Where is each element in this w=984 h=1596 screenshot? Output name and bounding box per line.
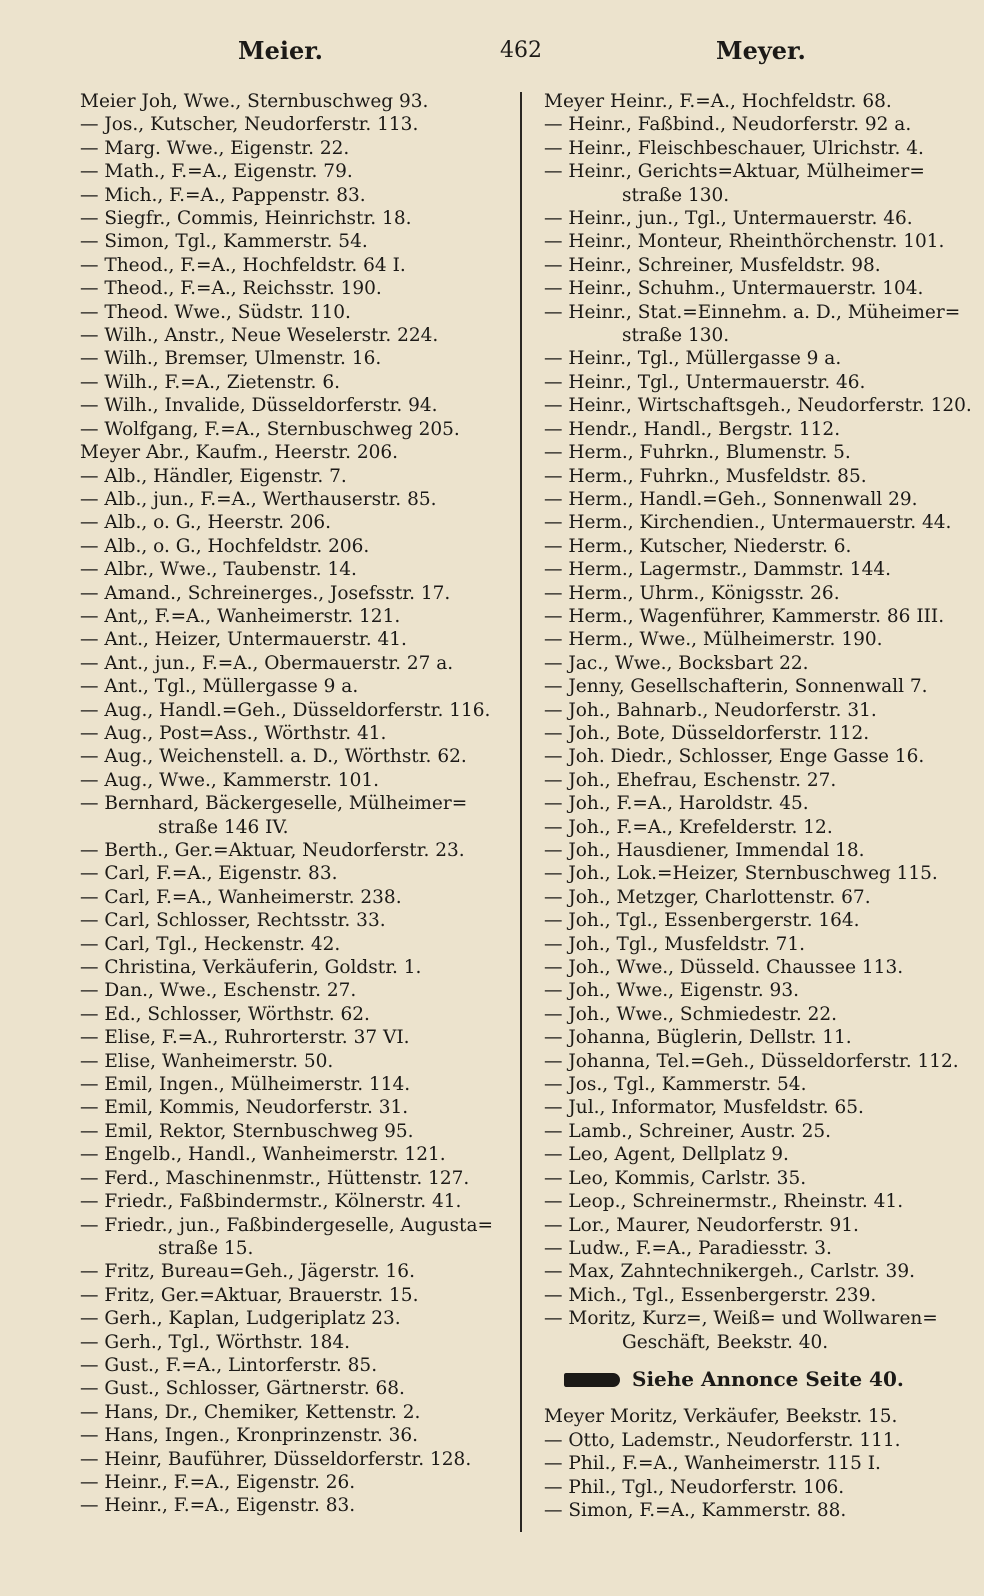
directory-entry: — Gust., Schlosser, Gärtnerstr. 68.: [80, 1378, 405, 1400]
directory-entry: — Herm., Lagermstr., Dammstr. 144.: [544, 559, 892, 581]
directory-entry: — Albr., Wwe., Taubenstr. 14.: [80, 559, 357, 581]
directory-entry: — Aug., Wwe., Kammerstr. 101.: [80, 769, 379, 791]
right-entries: [544, 90, 974, 1354]
directory-entry: — Berth., Ger.=Aktuar, Neudorferstr. 23.: [80, 840, 465, 861]
directory-entry: — Aug., Weichenstell. a. D., Wörthstr. 62.: [80, 746, 467, 768]
directory-entry: — Gerh., Kaplan, Ludgeriplatz 23.: [80, 1308, 401, 1330]
directory-entry: — Theod. Wwe., Südstr. 110.: [80, 301, 351, 323]
directory-entry: Meier Joh, Wwe., Sternbuschweg 93.: [80, 91, 429, 112]
directory-entry: — Ant,, F.=A., Wanheimerstr. 121.: [80, 605, 401, 627]
directory-entry: — Siegfr., Commis, Heinrichstr. 18.: [80, 208, 412, 230]
directory-entry: — Gerh., Tgl., Wörthstr. 184.: [80, 1331, 351, 1353]
directory-entry: — Aug., Post=Ass., Wörthstr. 41.: [80, 722, 387, 744]
directory-entry: — Ant., Heizer, Untermauerstr. 41.: [80, 629, 407, 651]
directory-entry: — Herm., Fuhrkn., Musfeldstr. 85.: [544, 465, 867, 487]
directory-entry: — Leo, Agent, Dellplatz 9.: [544, 1144, 789, 1166]
directory-entry: — Heinr., Stat.=Einnehm. a. D., Müheimer=: [544, 301, 961, 323]
directory-entry: — Joh., Tgl., Musfeldstr. 71.: [544, 933, 806, 955]
directory-entry: — Theod., F.=A., Hochfeldstr. 64 I.: [80, 254, 406, 276]
directory-entry: — Emil, Kommis, Neudorferstr. 31.: [80, 1097, 409, 1119]
directory-entry: — Heinr., jun., Tgl., Untermauerstr. 46.: [544, 208, 913, 230]
directory-entry: — Lamb., Schreiner, Austr. 25.: [544, 1120, 832, 1142]
directory-entry: — Joh., Tgl., Essenbergerstr. 164.: [544, 910, 860, 932]
directory-entry: — Ed., Schlosser, Wörthstr. 62.: [80, 1003, 370, 1025]
directory-entry: — Phil., F.=A., Wanheimerstr. 115 I.: [544, 1453, 881, 1475]
directory-entry: — Engelb., Handl., Wanheimerstr. 121.: [80, 1144, 446, 1166]
directory-entry: — Aug., Handl.=Geh., Düsseldorferstr. 116.: [80, 699, 491, 721]
page-header: [0, 36, 984, 76]
column-divider: [520, 92, 522, 1532]
directory-entry: — Heinr., Tgl., Müllergasse 9 a.: [544, 348, 842, 370]
directory-entry: — Herm., Kirchendien., Untermauerstr. 44.: [544, 512, 952, 534]
directory-entry: — Carl, Schlosser, Rechtsstr. 33.: [80, 910, 386, 932]
directory-entry: — Herm., Fuhrkn., Blumenstr. 5.: [544, 442, 851, 464]
left-column: [80, 90, 512, 1518]
directory-entry: — Heinr., F.=A., Eigenstr. 26.: [80, 1471, 356, 1493]
directory-entry: — Math., F.=A., Eigenstr. 79.: [80, 161, 353, 183]
directory-entry: — Heinr., Tgl., Untermauerstr. 46.: [544, 371, 866, 393]
directory-entry: — Fritz, Bureau=Geh., Jägerstr. 16.: [80, 1261, 415, 1283]
directory-entry: — Johanna, Büglerin, Dellstr. 11.: [544, 1027, 852, 1049]
directory-entry: — Wolfgang, F.=A., Sternbuschweg 205.: [80, 418, 460, 440]
directory-entry: — Phil., Tgl., Neudorferstr. 106.: [544, 1476, 845, 1498]
directory-entry: — Heinr., Schuhm., Untermauerstr. 104.: [544, 278, 924, 300]
notice-text: Siehe Annonce Seite 40.: [632, 1366, 904, 1391]
entry-continuation: straße 15.: [158, 1237, 254, 1259]
directory-entry: — Emil, Ingen., Mülheimerstr. 114.: [80, 1074, 411, 1096]
directory-entry: — Wilh., Bremser, Ulmenstr. 16.: [80, 348, 382, 370]
advertisement-notice: [564, 1368, 974, 1391]
directory-entry: — Alb., jun., F.=A., Werthauserstr. 85.: [80, 488, 437, 510]
directory-entry: — Wilh., Anstr., Neue Weselerstr. 224.: [80, 325, 439, 347]
right-entries-after-notice: [544, 1405, 974, 1522]
directory-entry: — Herm., Wwe., Mülheimerstr. 190.: [544, 629, 883, 651]
directory-entry: — Friedr., jun., Faßbindergeselle, Augusta=: [80, 1214, 493, 1236]
directory-entry: — Lor., Maurer, Neudorferstr. 91.: [544, 1214, 859, 1236]
directory-entry: Meyer Abr., Kaufm., Heerstr. 206.: [80, 442, 399, 464]
directory-entry: — Mich., Tgl., Essenbergerstr. 239.: [544, 1284, 877, 1306]
directory-entry: — Joh., Wwe., Schmiedestr. 22.: [544, 1003, 838, 1025]
directory-entry: — Joh., F.=A., Krefelderstr. 12.: [544, 816, 833, 838]
directory-entry: — Heinr., Schreiner, Musfeldstr. 98.: [544, 254, 881, 276]
directory-entry: — Max, Zahntechnikergeh., Carlstr. 39.: [544, 1261, 915, 1283]
directory-entry: — Gust., F.=A., Lintorferstr. 85.: [80, 1354, 378, 1376]
directory-entry: — Joh., Hausdiener, Immendal 18.: [544, 840, 865, 861]
directory-entry: — Alb., Händler, Eigenstr. 7.: [80, 465, 347, 487]
directory-entry: — Alb., o. G., Hochfeldstr. 206.: [80, 535, 370, 557]
header-right-name: Meyer.: [716, 36, 806, 65]
directory-entry: — Joh., Wwe., Düsseld. Chaussee 113.: [544, 957, 904, 979]
directory-entry: — Elise, Wanheimerstr. 50.: [80, 1050, 334, 1072]
directory-entry: Meyer Heinr., F.=A., Hochfeldstr. 68.: [544, 91, 892, 112]
directory-entry: — Joh., Metzger, Charlottenstr. 67.: [544, 886, 871, 908]
directory-entry: — Hendr., Handl., Bergstr. 112.: [544, 418, 841, 440]
directory-entry: — Fritz, Ger.=Aktuar, Brauerstr. 15.: [80, 1284, 419, 1306]
directory-entry: — Alb., o. G., Heerstr. 206.: [80, 512, 332, 534]
directory-entry: — Wilh., Invalide, Düsseldorferstr. 94.: [80, 395, 438, 417]
directory-entry: — Jul., Informator, Musfeldstr. 65.: [544, 1097, 864, 1119]
directory-entry: — Joh., Bote, Düsseldorferstr. 112.: [544, 722, 870, 744]
directory-entry: — Elise, F.=A., Ruhrorterstr. 37 VI.: [80, 1027, 410, 1049]
directory-entry: — Jac., Wwe., Bocksbart 22.: [544, 652, 809, 674]
directory-entry: — Simon, F.=A., Kammerstr. 88.: [544, 1499, 847, 1521]
directory-entry: — Jos., Tgl., Kammerstr. 54.: [544, 1074, 807, 1096]
directory-entry: — Joh., F.=A., Haroldstr. 45.: [544, 793, 809, 815]
directory-entry: — Otto, Lademstr., Neudorferstr. 111.: [544, 1429, 901, 1451]
directory-entry: — Joh., Wwe., Eigenstr. 93.: [544, 980, 799, 1002]
directory-entry: — Herm., Wagenführer, Kammerstr. 86 III.: [544, 605, 945, 627]
page-number: 462: [500, 38, 542, 63]
directory-entry: — Hans, Dr., Chemiker, Kettenstr. 2.: [80, 1401, 421, 1423]
directory-entry: — Leop., Schreinermstr., Rheinstr. 41.: [544, 1191, 904, 1213]
directory-entry: — Moritz, Kurz=, Weiß= und Wollwaren=: [544, 1308, 938, 1330]
directory-entry: — Herm., Uhrm., Königsstr. 26.: [544, 582, 840, 604]
header-left-name: Meier.: [238, 36, 324, 65]
directory-entry: — Herm., Kutscher, Niederstr. 6.: [544, 535, 852, 557]
directory-entry: — Amand., Schreinerges., Josefsstr. 17.: [80, 582, 451, 604]
directory-entry: Meyer Moritz, Verkäufer, Beekstr. 15.: [544, 1406, 898, 1428]
pointing-hand-icon: [564, 1373, 620, 1387]
entry-continuation: Geschäft, Beekstr. 40.: [622, 1331, 829, 1353]
directory-entry: — Ferd., Maschinenmstr., Hüttenstr. 127.: [80, 1167, 470, 1189]
directory-entry: — Ant., Tgl., Müllergasse 9 a.: [80, 676, 359, 698]
directory-entry: — Jenny, Gesellschafterin, Sonnenwall 7.: [544, 676, 928, 698]
directory-entry: — Heinr., Monteur, Rheinthörchenstr. 101.: [544, 231, 945, 253]
directory-entry: — Carl, Tgl., Heckenstr. 42.: [80, 933, 341, 955]
directory-entry: — Herm., Handl.=Geh., Sonnenwall 29.: [544, 488, 918, 510]
directory-entry: — Ludw., F.=A., Paradiesstr. 3.: [544, 1237, 832, 1259]
directory-entry: — Dan., Wwe., Eschenstr. 27.: [80, 980, 357, 1002]
directory-entry: — Joh., Lok.=Heizer, Sternbuschweg 115.: [544, 863, 938, 885]
directory-entry: — Wilh., F.=A., Zietenstr. 6.: [80, 371, 340, 393]
directory-entry: — Heinr, Bauführer, Düsseldorferstr. 128.: [80, 1448, 472, 1470]
directory-entry: — Simon, Tgl., Kammerstr. 54.: [80, 231, 368, 253]
directory-entry: — Heinr., Wirtschaftsgeh., Neudorferstr. 120.: [544, 395, 972, 417]
directory-entry: — Carl, F.=A., Wanheimerstr. 238.: [80, 886, 402, 908]
directory-entry: — Theod., F.=A., Reichsstr. 190.: [80, 278, 382, 300]
directory-entry: — Emil, Rektor, Sternbuschweg 95.: [80, 1120, 414, 1142]
directory-entry: — Heinr., Gerichts=Aktuar, Mülheimer=: [544, 161, 925, 183]
directory-entry: — Ant., jun., F.=A., Obermauerstr. 27 a.: [80, 652, 454, 674]
entry-continuation: straße 146 IV.: [158, 816, 289, 838]
directory-entry: — Johanna, Tel.=Geh., Düsseldorferstr. 112.: [544, 1050, 959, 1072]
directory-entry: — Christina, Verkäuferin, Goldstr. 1.: [80, 957, 422, 979]
directory-entry: — Joh., Ehefrau, Eschenstr. 27.: [544, 769, 837, 791]
directory-entry: — Friedr., Faßbindermstr., Kölnerstr. 41.: [80, 1191, 462, 1213]
directory-entry: — Jos., Kutscher, Neudorferstr. 113.: [80, 114, 419, 136]
directory-entry: — Carl, F.=A., Eigenstr. 83.: [80, 863, 338, 885]
directory-entry: — Heinr., Fleischbeschauer, Ulrichstr. 4.: [544, 137, 924, 159]
directory-entry: — Bernhard, Bäckergeselle, Mülheimer=: [80, 793, 468, 815]
directory-entry: — Heinr., F.=A., Eigenstr. 83.: [80, 1495, 356, 1517]
directory-entry: — Marg. Wwe., Eigenstr. 22.: [80, 137, 350, 159]
right-column: [544, 90, 974, 1522]
directory-entry: — Mich., F.=A., Pappenstr. 83.: [80, 184, 366, 206]
entry-continuation: straße 130.: [622, 184, 730, 206]
directory-entry: — Joh., Bahnarb., Neudorferstr. 31.: [544, 699, 877, 721]
directory-entry: — Joh. Diedr., Schlosser, Enge Gasse 16.: [544, 746, 925, 768]
directory-entry: — Heinr., Faßbind., Neudorferstr. 92 a.: [544, 114, 912, 136]
directory-entry: — Leo, Kommis, Carlstr. 35.: [544, 1167, 807, 1189]
directory-entry: — Hans, Ingen., Kronprinzenstr. 36.: [80, 1425, 419, 1447]
entry-continuation: straße 130.: [622, 325, 730, 347]
